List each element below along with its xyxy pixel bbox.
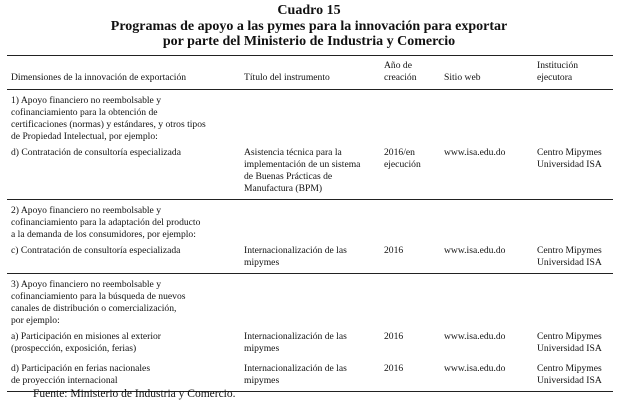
dimension-line: de proyección internacional [11, 375, 118, 386]
institution-line: Universidad ISA [537, 343, 602, 354]
section-heading-line: 1) Apoyo financiero no reembolsable y [11, 95, 161, 106]
year-line: 2016/en [384, 147, 415, 158]
cell-dimension [7, 359, 240, 392]
dimension-line: a) Participación en misiones al exterior [11, 331, 161, 342]
cell-year [380, 327, 440, 359]
section-heading-line: a la demanda de los consumidores, por ejemplo: [11, 229, 196, 240]
dimension-line: d) Participación en ferias nacionales [11, 363, 151, 374]
section-heading [7, 274, 613, 328]
section-heading-line: 2) Apoyo financiero no reembolsable y [11, 205, 161, 216]
cell-instrument [240, 359, 380, 392]
section-heading-line: cofinanciamiento para la adaptación del producto [11, 217, 201, 228]
dimension-line: (prospección, exposición, ferias) [11, 343, 137, 354]
instrument-line: mipymes [244, 375, 280, 386]
header-dimension: Dimensiones de la innovación de exportación [7, 56, 240, 90]
instrument-line: mipymes [244, 343, 280, 354]
table-row [7, 143, 613, 200]
year-line: 2016 [384, 245, 404, 256]
instrument-line: Asistencia técnica para la [244, 147, 342, 158]
institution-line: Universidad ISA [537, 375, 602, 386]
section-heading [7, 90, 613, 144]
section-heading [7, 200, 613, 242]
cell-institution [533, 327, 613, 359]
instrument-line: mipymes [244, 257, 280, 268]
institution-line: Centro Mipymes [537, 331, 602, 342]
header-institution-line-2: ejecutora [537, 72, 573, 83]
header-row [7, 56, 613, 90]
instrument-line: Manufactura (BPM) [244, 183, 323, 194]
table-number: Cuadro 15 [277, 3, 341, 18]
cell-website: www.isa.edu.do [440, 143, 533, 200]
header-year [380, 56, 440, 90]
cell-website: www.isa.edu.do [440, 241, 533, 274]
institution-line: Universidad ISA [537, 159, 602, 170]
cell-dimension [7, 143, 240, 200]
section-heading-line: certificaciones (normas) y estándares, y otros tipos [11, 119, 206, 130]
instrument-line: Internacionalización de las [244, 331, 347, 342]
section-row [7, 90, 613, 144]
header-year-line-2: creación [384, 72, 417, 83]
cell-institution [533, 143, 613, 200]
instrument-line: Internacionalización de las [244, 245, 347, 256]
cell-website: www.isa.edu.do [440, 359, 533, 392]
dimension-line: d) Contratación de consultoría especializada [11, 147, 181, 158]
source-note: Fuente: Ministerio de Industria y Comercio. [33, 388, 236, 400]
cell-institution [533, 359, 613, 392]
year-line: 2016 [384, 363, 404, 374]
cell-year [380, 241, 440, 274]
table-caption [0, 0, 618, 50]
year-line: ejecución [384, 159, 421, 170]
cell-year [380, 359, 440, 392]
header-website: Sitio web [440, 56, 533, 90]
dimension-line: c) Contratación de consultoría especializada [11, 245, 181, 256]
institution-line: Universidad ISA [537, 257, 602, 268]
instrument-line: Internacionalización de las [244, 363, 347, 374]
instrument-line: implementación de un sistema [244, 159, 361, 170]
instrument-line: de Buenas Prácticas de [244, 171, 333, 182]
section-row [7, 200, 613, 242]
table-title-line-2: por parte del Ministerio de Industria y Comercio [162, 34, 456, 49]
year-line: 2016 [384, 331, 404, 342]
institution-line: Centro Mipymes [537, 245, 602, 256]
table-title-line-1: Programas de apoyo a las pymes para la innovación para exportar [110, 18, 508, 34]
section-heading-line: cofinanciamiento para la búsqueda de nuevos [11, 291, 186, 302]
section-heading-line: de Propiedad Intelectual, por ejemplo: [11, 131, 158, 142]
cell-dimension [7, 327, 240, 359]
header-institution [533, 56, 613, 90]
section-row [7, 274, 613, 328]
section-heading-line: canales de distribución o comercialización, [11, 303, 177, 314]
programs-table [7, 55, 613, 392]
cell-website: www.isa.edu.do [444, 331, 506, 342]
cell-year [380, 143, 440, 200]
table-row [7, 359, 613, 392]
section-heading-line: por ejemplo: [11, 315, 60, 326]
table-row [7, 327, 613, 359]
header-institution-line-1: Institución [537, 60, 579, 71]
cell-instrument [240, 143, 380, 200]
section-heading-line: 3) Apoyo financiero no reembolsable y [11, 279, 161, 290]
table-body [7, 90, 613, 392]
institution-line: Centro Mipymes [537, 147, 602, 158]
table-row [7, 241, 613, 274]
header-year-line-1: Año de [384, 60, 412, 71]
institution-line: Centro Mipymes [537, 363, 602, 374]
cell-institution [533, 241, 613, 274]
section-heading-line: cofinanciamiento para la obtención de [11, 107, 158, 118]
cell-instrument [240, 241, 380, 274]
header-instrument: Título del instrumento [240, 56, 380, 90]
cell-instrument [240, 327, 380, 359]
cell-dimension [7, 241, 240, 274]
